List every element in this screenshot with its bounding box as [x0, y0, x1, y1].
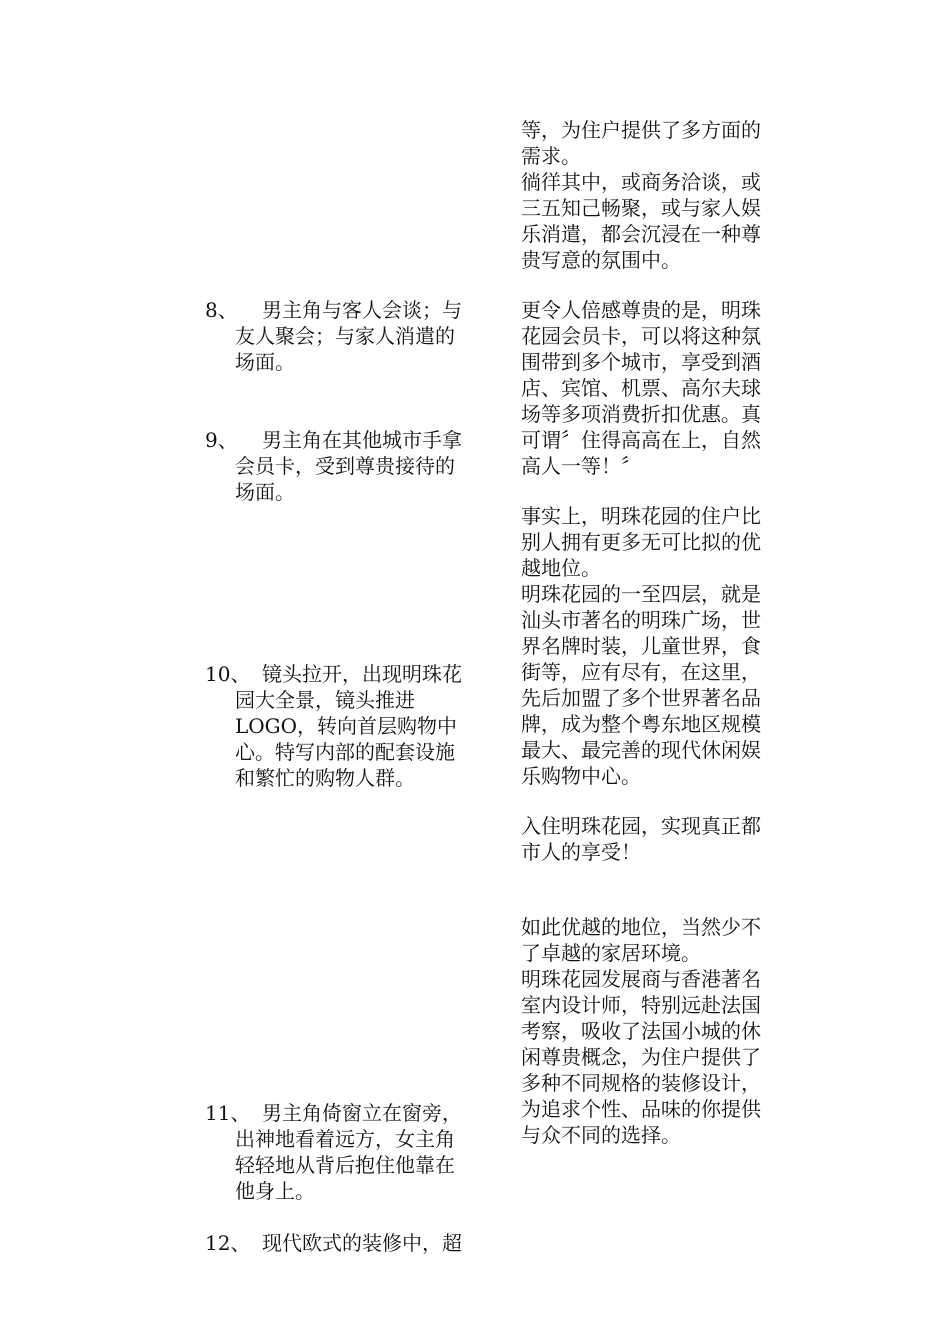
narration-line: 多种不同规格的装修设计，: [521, 1071, 761, 1095]
narration-line: 别人拥有更多无可比拟的优: [521, 530, 761, 554]
narration-line: 事实上，明珠花园的住户比: [521, 504, 761, 528]
scene-line: 出神地看着远方，女主角: [235, 1127, 455, 1151]
narration-line: 场等多项消费折扣优惠。真: [521, 402, 761, 426]
scene-line: 他身上。: [235, 1179, 315, 1203]
narration-line: 为追求个性、品味的你提供: [521, 1097, 761, 1121]
scene-number: 9、: [205, 428, 238, 452]
scene-number: 12、: [205, 1231, 251, 1255]
scene-line: LOGO，转向首层购物中: [235, 714, 458, 738]
narration-line: 考察，吸收了法国小城的休: [521, 1019, 761, 1043]
narration-line: 室内设计师，特别远赴法国: [521, 993, 761, 1017]
narration-line: 汕头市著名的明珠广场，世: [521, 608, 761, 632]
narration-line: 三五知己畅聚，或与家人娱: [521, 196, 761, 220]
narration-line: 如此优越的地位，当然少不: [521, 915, 761, 939]
scene-line: 会员卡，受到尊贵接待的: [235, 454, 455, 478]
narration-line: 可谓〞住得高高在上，自然: [521, 428, 761, 452]
narration-line: 高人一等！〞: [521, 454, 641, 478]
narration-line: 最大、最完善的现代休闲娱: [521, 738, 761, 762]
narration-line: 越地位。: [521, 556, 601, 580]
narration-line: 花园会员卡，可以将这种氛: [521, 324, 761, 348]
narration-line: 乐消遣，都会沉浸在一种尊: [521, 222, 761, 246]
scene-number: 8、: [205, 298, 238, 322]
scene-line: 场面。: [235, 350, 295, 374]
narration-line: 街等，应有尽有，在这里，: [521, 660, 761, 684]
narration-line: 店、宾馆、机票、高尔夫球: [521, 376, 761, 400]
scene-line: 场面。: [235, 480, 295, 504]
scene-line: 镜头拉开，出现明珠花: [242, 662, 462, 686]
narration-line: 贵写意的氛围中。: [521, 248, 681, 272]
narration-line: 入住明珠花园，实现真正都: [521, 814, 761, 838]
narration-line: 更令人倍感尊贵的是，明珠: [521, 298, 761, 322]
narration-line: 围带到多个城市，享受到酒: [521, 350, 761, 374]
narration-line: 等，为住户提供了多方面的: [521, 118, 761, 142]
narration-line: 乐购物中心。: [521, 764, 641, 788]
scene-line: 园大全景，镜头推进: [235, 688, 415, 712]
scene-line: 现代欧式的装修中，超: [242, 1231, 462, 1255]
narration-line: 徜徉其中，或商务洽谈，或: [521, 170, 761, 194]
scene-line: 男主角在其他城市手拿: [242, 428, 462, 452]
scene-line: 和繁忙的购物人群。: [235, 766, 415, 790]
scene-line: 心。特写内部的配套设施: [235, 740, 455, 764]
narration-line: 闲尊贵概念，为住户提供了: [521, 1045, 761, 1069]
scene-line: 男主角倚窗立在窗旁，: [242, 1101, 462, 1125]
narration-line: 了卓越的家居环境。: [521, 941, 701, 965]
narration-line: 牌，成为整个粤东地区规模: [521, 712, 761, 736]
scene-line: 友人聚会；与家人消遣的: [235, 324, 455, 348]
scene-number: 11、: [205, 1101, 251, 1125]
narration-line: 与众不同的选择。: [521, 1123, 681, 1147]
narration-line: 需求。: [521, 144, 581, 168]
narration-line: 界名牌时装，儿童世界，食: [521, 634, 761, 658]
scene-line: 轻轻地从背后抱住他靠在: [235, 1153, 455, 1177]
scene-line: 男主角与客人会谈；与: [242, 298, 462, 322]
scene-number: 10、: [205, 662, 251, 686]
narration-line: 明珠花园的一至四层，就是: [521, 582, 761, 606]
narration-line: 明珠花园发展商与香港著名: [521, 967, 761, 991]
narration-line: 先后加盟了多个世界著名品: [521, 686, 761, 710]
narration-line: 市人的享受！: [521, 840, 641, 864]
